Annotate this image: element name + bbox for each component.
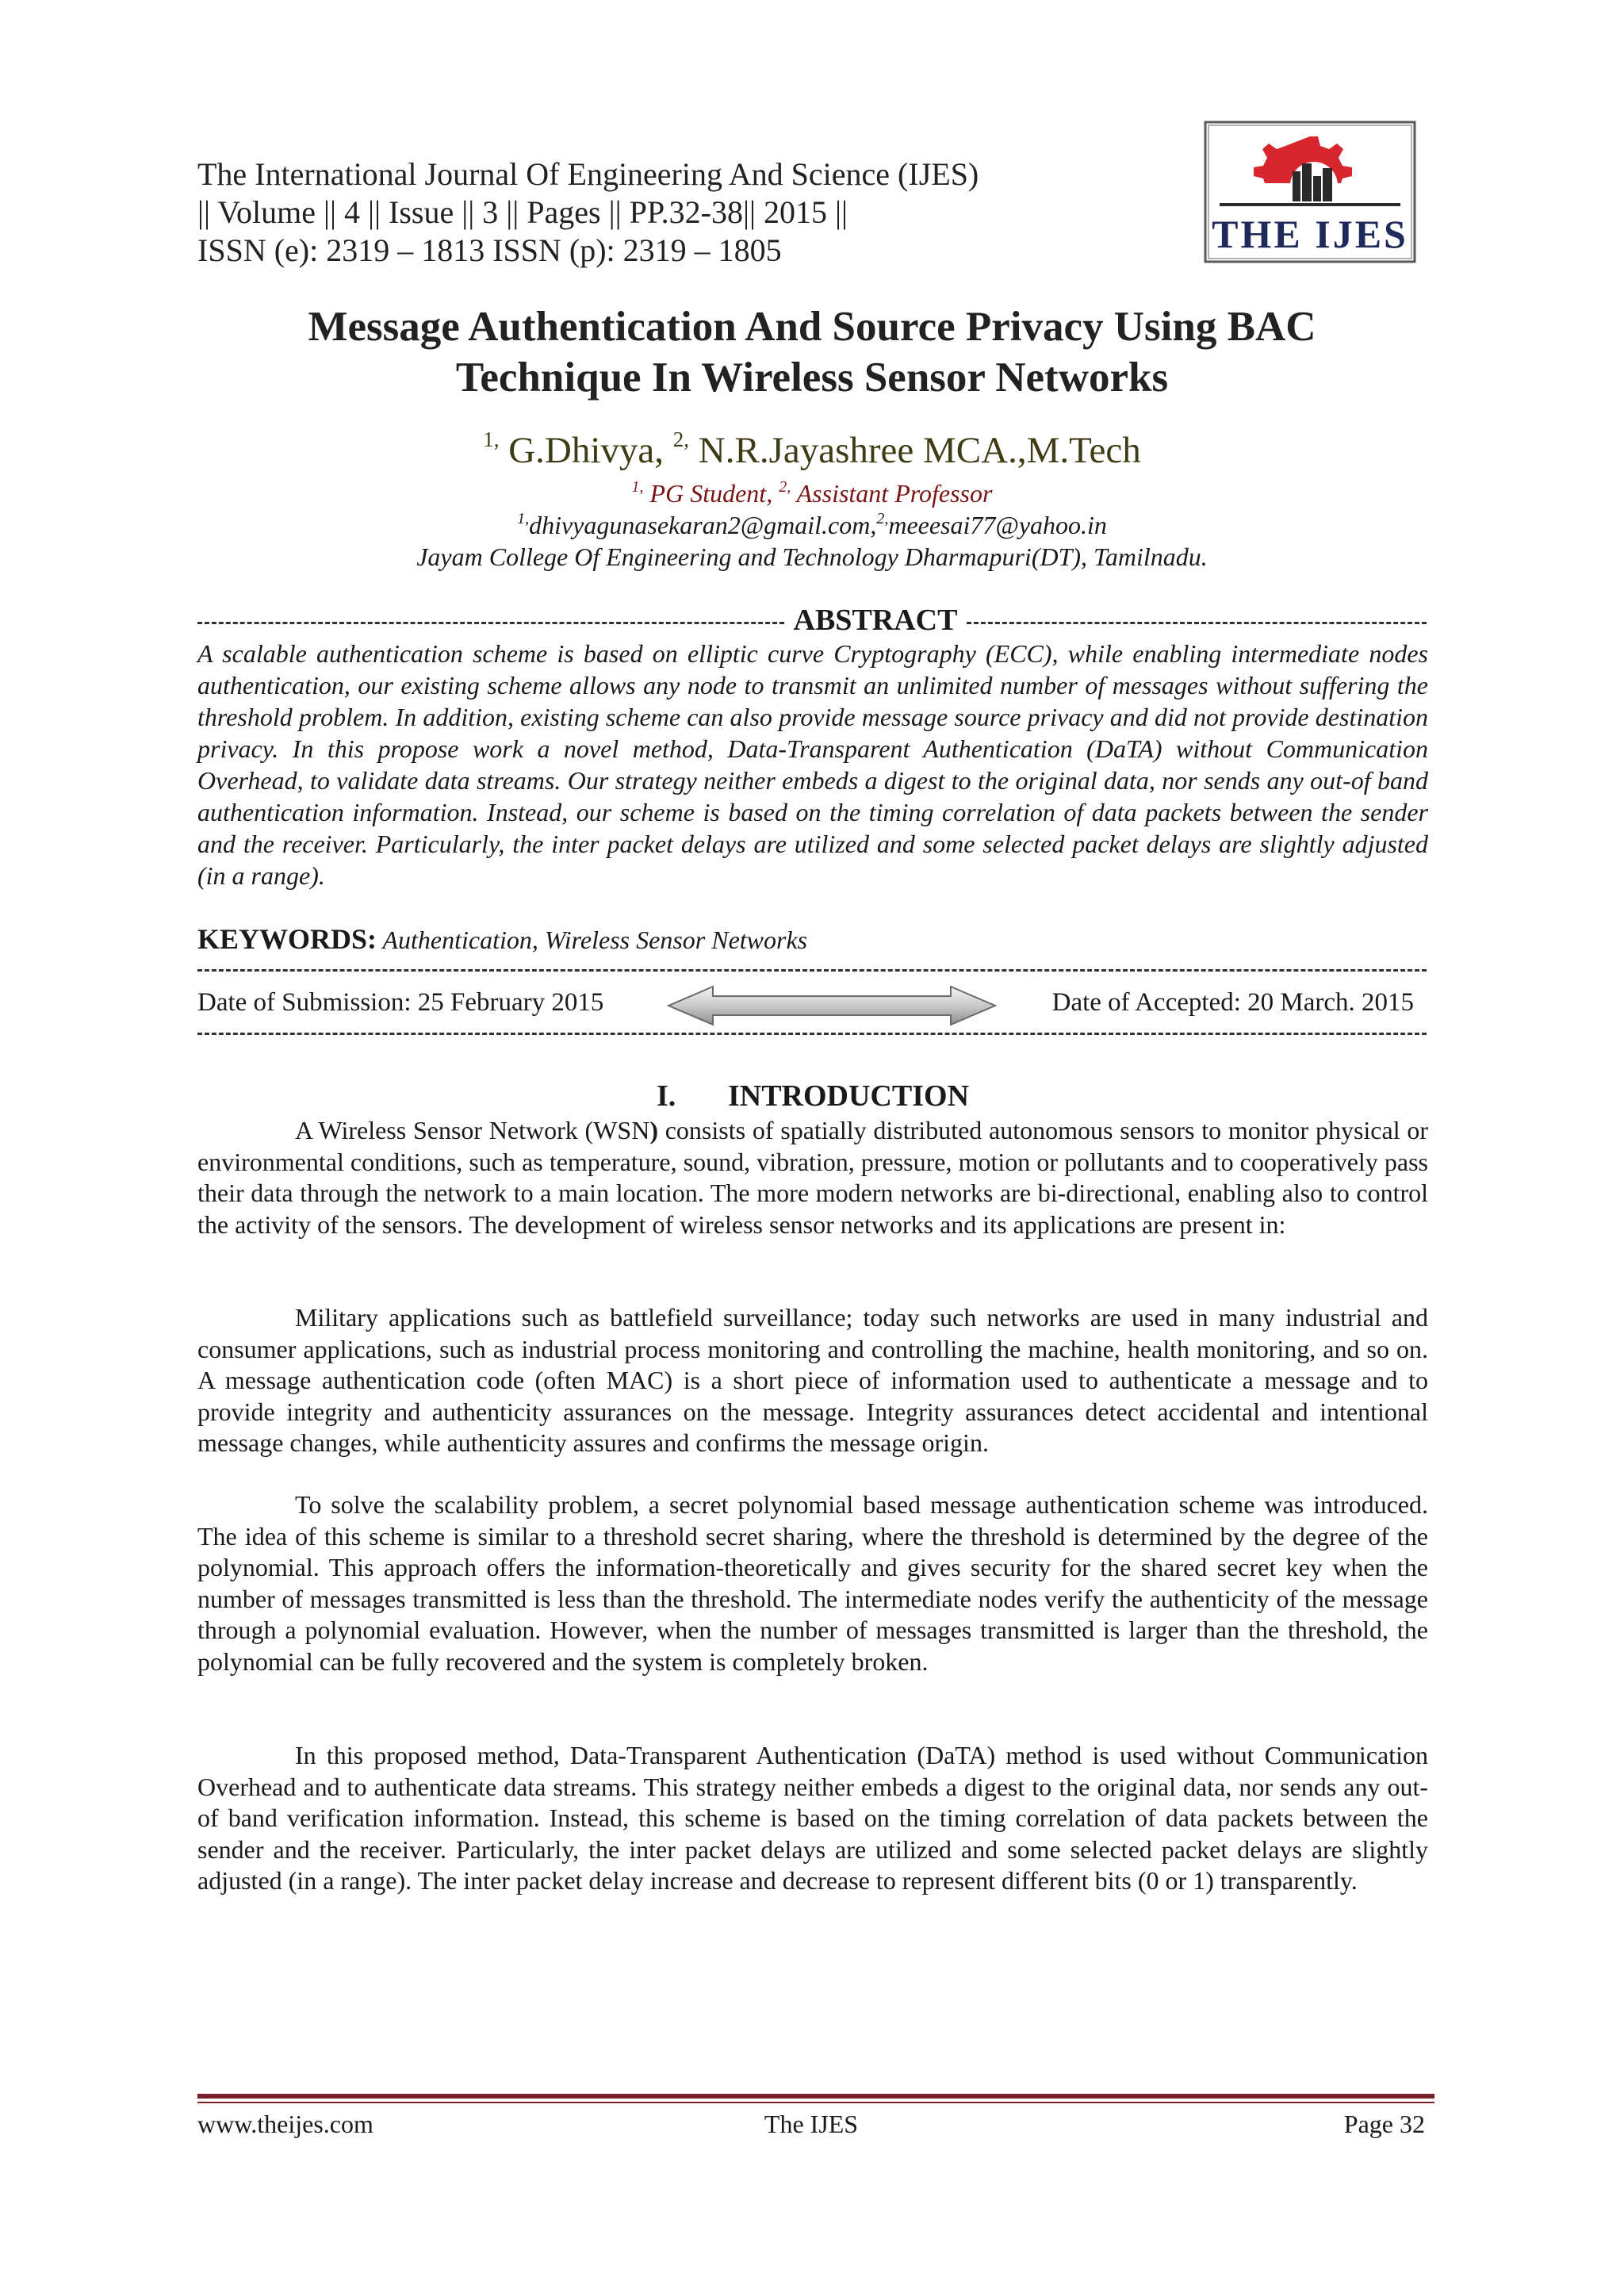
author-2-name: N.R.Jayashree MCA.,M.Tech xyxy=(689,430,1141,471)
author-1-name: G.Dhivya, xyxy=(499,430,673,471)
intro-paragraph-4: In this proposed method, Data-Transparent Authentication (DaTA) method is used without Communication Overhead and to authenticate data streams. This strategy neither embeds a digest to the original data, nor sends any out-of band verification information. Instead, this scheme is based on the timing correlation of data packets between the sender and the receiver. Particularly, the inter packet delays are utilized and some selected packet delays are slightly adjusted (in a range). The inter packet delay increase and decrease to represent different bits (0 or 1) transparently. xyxy=(197,1741,1428,1895)
author-2-mark: 2, xyxy=(672,427,690,451)
submission-date: Date of Submission: 25 February 2015 xyxy=(197,988,604,1017)
intro-paragraph-2: Military applications such as battlefield surveillance; today such networks are used in many industrial and consumer applications, such as industrial process monitoring and controlling the machine, health monitoring, and so on. A message authentication code (often MAC) is a short piece of information used to authenticate a message and to provide integrity and authenticity assurances on the message. Integrity assurances detect accidental and intentional message changes, while authenticity assures and confirms the message origin. xyxy=(197,1303,1428,1457)
role-2: Assistant Professor xyxy=(791,479,993,508)
ijes-logo xyxy=(1204,121,1416,263)
footer-website[interactable]: www.theijes.com xyxy=(197,2110,373,2138)
abstract-heading: ABSTRACT xyxy=(784,603,967,638)
dates-row xyxy=(197,983,1428,1028)
email-1-mark: 1, xyxy=(517,510,530,527)
section-title: INTRODUCTION xyxy=(727,1079,970,1113)
keywords-value: Authentication, Wireless Sensor Networks xyxy=(377,926,808,954)
paper-title xyxy=(197,301,1427,403)
role-1: PG Student, xyxy=(643,479,779,508)
footer-rule-thin xyxy=(197,2102,1434,2103)
email-1[interactable]: dhivyagunasekaran2@gmail.com, xyxy=(529,511,877,539)
author-1-mark: 1, xyxy=(483,427,500,451)
section-number: I. xyxy=(656,1079,676,1113)
intro-paragraph-1 xyxy=(197,1115,1428,1240)
email-2[interactable]: meeesai77@yahoo.in xyxy=(888,511,1107,539)
journal-volume: || Volume || 4 || Issue || 3 || Pages || PP.32-38|| 2015 || xyxy=(197,194,848,230)
dashed-rule xyxy=(967,622,1427,624)
dashed-rule xyxy=(197,969,1427,972)
author-roles xyxy=(197,477,1427,509)
intro-paragraph-3: To solve the scalability problem, a secret polynomial based message authentication scheme was introduced. The idea of this scheme is similar to a threshold secret sharing, where the threshold is determined by the degree of the polynomial. This approach offers the information-theoretically and gives security for the shared secret key when the number of messages transmitted is less than the threshold. The intermediate nodes verify the authenticity of the message through a polynomial evaluation. However, when the number of messages transmitted is larger than the threshold, the polynomial can be fully recovered and the system is completely broken. xyxy=(197,1490,1428,1676)
keywords xyxy=(197,922,1428,957)
page-number: Page 32 xyxy=(1343,2110,1425,2138)
author-line xyxy=(197,428,1427,473)
keywords-label: KEYWORDS: xyxy=(197,923,377,955)
journal-issn: ISSN (e): 2319 – 1813 ISSN (p): 2319 – 1805 xyxy=(197,232,782,268)
p1-part-c: consists of spatially distributed autonomous sensors to monitor physical or environmental conditions, such as temperature, sound, vibration, pressure, motion or pollutants and to cooperatively pass their data through the network to a main location. The more modern networks are bi-directional, enabling also to control the activity of the sensors. The development of wireless sensor networks and its applications are present in: xyxy=(197,1116,1429,1239)
abstract-heading-row xyxy=(197,603,1427,638)
logo-text: THE IJES xyxy=(1212,212,1408,256)
dashed-rule xyxy=(197,622,784,624)
p1-part-b: ) xyxy=(649,1116,658,1144)
dashed-rule xyxy=(197,1033,1427,1035)
section-heading-introduction xyxy=(197,1079,1428,1114)
abstract-body: A scalable authentication scheme is based on elliptic curve Cryptography (ECC), while enabling intermediate nodes authentication, our existing scheme allows any node to transmit an unlimited number of messages without suffering the threshold problem. In addition, existing scheme can also provide message source privacy and did not provide destination privacy. In this propose work a novel method, Data-Transparent Authentication (DaTA) without Communication Overhead, to validate data streams. Our strategy neither embeds a digest to the original data, nor sends any out-of band authentication information. Instead, our scheme is based on the timing correlation of data packets between the sender and the receiver. Particularly, the inter packet delays are utilized and some selected packet delays are slightly adjusted (in a range). xyxy=(197,639,1428,890)
accepted-date: Date of Accepted: 20 March. 2015 xyxy=(1051,988,1414,1017)
institution: Jayam College Of Engineering and Technology Dharmapuri(DT), Tamilnadu. xyxy=(416,542,1208,571)
double-arrow-icon xyxy=(665,983,998,1028)
title-line-1: Message Authentication And Source Privacy Using BAC xyxy=(308,304,1316,350)
footer-rule xyxy=(197,2094,1434,2099)
title-line-2: Technique In Wireless Sensor Networks xyxy=(455,355,1169,401)
email-2-mark: 2, xyxy=(876,510,889,527)
footer-journal: The IJES xyxy=(764,2110,859,2138)
author-emails xyxy=(197,509,1427,541)
journal-header xyxy=(197,155,1149,270)
p1-part-a: A Wireless Sensor Network (WSN xyxy=(295,1116,650,1144)
role-2-mark: 2, xyxy=(779,478,791,496)
journal-name: The International Journal Of Engineering And Science (IJES) xyxy=(197,156,979,192)
role-1-mark: 1, xyxy=(631,478,644,496)
page-footer xyxy=(197,2110,1425,2145)
